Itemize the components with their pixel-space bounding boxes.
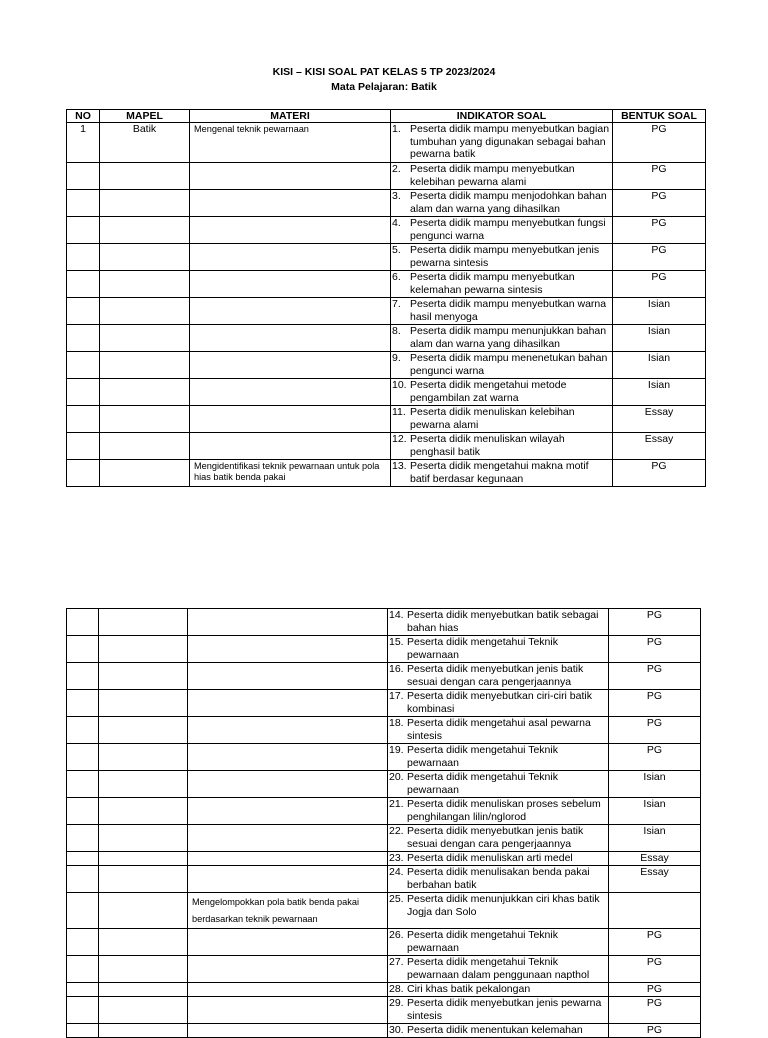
indikator-text: Peserta didik menentukan kelemahan bbox=[407, 1024, 583, 1036]
indikator-text: Peserta didik mengetahui Teknik pewarnaan dalam penggunaan napthol bbox=[407, 956, 590, 981]
indikator-text: Peserta didik mengetahui Teknik pewarnaan bbox=[407, 744, 558, 769]
cell-indikator bbox=[388, 997, 609, 1024]
cell-no bbox=[67, 244, 100, 271]
indikator-number: 23. bbox=[389, 852, 404, 864]
table-row bbox=[67, 352, 706, 379]
cell-bentuk-soal: PG bbox=[613, 460, 706, 487]
table-row bbox=[67, 271, 706, 298]
cell-bentuk-soal: Isian bbox=[609, 798, 701, 825]
table-row bbox=[67, 460, 706, 487]
indikator-number: 26. bbox=[389, 929, 404, 941]
cell-indikator bbox=[388, 956, 609, 983]
cell-no bbox=[67, 271, 100, 298]
cell-bentuk-soal: PG bbox=[613, 163, 706, 190]
indikator-text: Peserta didik menyebutkan jenis pewarna sintesis bbox=[407, 997, 602, 1022]
table-row bbox=[67, 298, 706, 325]
table-row bbox=[67, 163, 706, 190]
cell-indikator bbox=[391, 190, 613, 217]
cell-bentuk-soal: PG bbox=[613, 244, 706, 271]
cell-no bbox=[67, 163, 100, 190]
cell-mapel bbox=[99, 771, 188, 798]
cell-no bbox=[67, 379, 100, 406]
cell-indikator bbox=[388, 798, 609, 825]
cell-no bbox=[67, 298, 100, 325]
cell-materi bbox=[190, 352, 391, 379]
cell-mapel bbox=[99, 983, 188, 997]
cell-materi bbox=[190, 271, 391, 298]
cell-indikator bbox=[388, 825, 609, 852]
indikator-text: Peserta didik mampu menyebutkan bagian tumbuhan yang digunakan sebagai bahan pewarna batik bbox=[410, 123, 610, 160]
cell-mapel bbox=[100, 244, 190, 271]
cell-bentuk-soal: PG bbox=[609, 609, 701, 636]
table-row bbox=[67, 717, 701, 744]
indikator-text: Peserta didik menuliskan arti medel bbox=[407, 852, 573, 864]
cell-indikator bbox=[391, 433, 613, 460]
cell-bentuk-soal: PG bbox=[613, 217, 706, 244]
cell-no bbox=[67, 929, 99, 956]
cell-bentuk-soal: PG bbox=[609, 690, 701, 717]
cell-bentuk-soal: PG bbox=[609, 1024, 701, 1038]
table-row bbox=[67, 852, 701, 866]
cell-no bbox=[67, 798, 99, 825]
cell-bentuk-soal: Isian bbox=[613, 352, 706, 379]
indikator-number: 27. bbox=[389, 956, 404, 968]
cell-indikator bbox=[388, 852, 609, 866]
indikator-text: Peserta didik menunjukkan ciri khas batik Jogja dan Solo bbox=[407, 893, 600, 918]
cell-materi bbox=[188, 997, 388, 1024]
cell-no bbox=[67, 460, 100, 487]
cell-materi bbox=[188, 690, 388, 717]
document-subtitle: Mata Pelajaran: Batik bbox=[331, 81, 437, 93]
cell-indikator bbox=[391, 123, 613, 163]
indikator-number: 5. bbox=[392, 244, 401, 256]
cell-bentuk-soal: Isian bbox=[609, 825, 701, 852]
cell-no bbox=[67, 433, 100, 460]
indikator-text: Peserta didik menuliskan proses sebelum penghilangan lilin/nglorod bbox=[407, 798, 601, 823]
cell-bentuk-soal: PG bbox=[609, 997, 701, 1024]
cell-indikator bbox=[388, 690, 609, 717]
indikator-number: 18. bbox=[389, 717, 404, 729]
cell-no bbox=[67, 717, 99, 744]
cell-materi bbox=[190, 217, 391, 244]
indikator-text: Peserta didik mengetahui makna motif batif berdasar kegunaan bbox=[410, 460, 589, 485]
cell-no bbox=[67, 663, 99, 690]
cell-no bbox=[67, 997, 99, 1024]
indikator-text: Peserta didik mampu menunjukkan bahan alam dan warna yang dihasilkan bbox=[410, 325, 607, 350]
indikator-text: Peserta didik mengetahui Teknik pewarnaan bbox=[407, 929, 558, 954]
header-bentuk: BENTUK SOAL bbox=[613, 110, 706, 123]
header-no: NO bbox=[67, 110, 100, 123]
cell-bentuk-soal: PG bbox=[609, 744, 701, 771]
indikator-number: 17. bbox=[389, 690, 404, 702]
cell-indikator bbox=[388, 929, 609, 956]
cell-bentuk-soal: Essay bbox=[609, 866, 701, 893]
indikator-text: Peserta didik mampu menyebutkan jenis pewarna sintesis bbox=[410, 244, 600, 269]
cell-indikator bbox=[388, 717, 609, 744]
cell-bentuk-soal: PG bbox=[609, 636, 701, 663]
cell-indikator bbox=[391, 217, 613, 244]
cell-no bbox=[67, 825, 99, 852]
indikator-number: 28. bbox=[389, 983, 404, 995]
indikator-number: 14. bbox=[389, 609, 404, 621]
kisi-table-page2 bbox=[66, 608, 701, 1038]
indikator-text: Peserta didik menyebutkan batik sebagai bahan hias bbox=[407, 609, 599, 634]
cell-bentuk-soal bbox=[609, 893, 701, 929]
cell-materi bbox=[188, 866, 388, 893]
table-row bbox=[67, 690, 701, 717]
indikator-number: 3. bbox=[392, 190, 401, 202]
cell-bentuk-soal: Isian bbox=[609, 771, 701, 798]
cell-materi bbox=[190, 190, 391, 217]
cell-mapel bbox=[100, 352, 190, 379]
cell-bentuk-soal: Isian bbox=[613, 298, 706, 325]
cell-bentuk-soal: Essay bbox=[613, 406, 706, 433]
indikator-number: 13. bbox=[392, 460, 407, 472]
header-mapel: MAPEL bbox=[100, 110, 190, 123]
indikator-number: 24. bbox=[389, 866, 404, 878]
cell-mapel bbox=[99, 866, 188, 893]
table-row bbox=[67, 379, 706, 406]
indikator-text: Peserta didik menyebutkan jenis batik sesuai dengan cara pengerjaannya bbox=[407, 825, 584, 850]
cell-mapel bbox=[99, 663, 188, 690]
header-materi: MATERI bbox=[190, 110, 391, 123]
cell-materi: Mengelompokkan pola batik benda pakai berdasarkan teknik pewarnaan bbox=[188, 893, 388, 929]
indikator-text: Peserta didik menulisakan benda pakai berbahan batik bbox=[407, 866, 590, 891]
cell-no bbox=[67, 190, 100, 217]
indikator-text: Peserta didik mengetahui asal pewarna sintesis bbox=[407, 717, 591, 742]
indikator-text: Peserta didik mampu menyebutkan kelebihan pewarna alami bbox=[410, 163, 575, 188]
cell-materi: Mengenal teknik pewarnaan bbox=[190, 123, 391, 163]
cell-no bbox=[67, 325, 100, 352]
cell-mapel bbox=[99, 997, 188, 1024]
indikator-number: 6. bbox=[392, 271, 401, 283]
table-row bbox=[67, 663, 701, 690]
cell-indikator bbox=[388, 983, 609, 997]
cell-bentuk-soal: PG bbox=[609, 983, 701, 997]
cell-bentuk-soal: PG bbox=[609, 663, 701, 690]
table-row bbox=[67, 636, 701, 663]
cell-materi bbox=[190, 379, 391, 406]
cell-indikator bbox=[391, 460, 613, 487]
cell-no bbox=[67, 1024, 99, 1038]
cell-materi bbox=[190, 433, 391, 460]
cell-bentuk-soal: Isian bbox=[613, 325, 706, 352]
indikator-number: 2. bbox=[392, 163, 401, 175]
cell-bentuk-soal: Essay bbox=[609, 852, 701, 866]
indikator-number: 22. bbox=[389, 825, 404, 837]
cell-mapel: Batik bbox=[100, 123, 190, 163]
cell-indikator bbox=[388, 771, 609, 798]
indikator-number: 4. bbox=[392, 217, 401, 229]
table-row bbox=[67, 325, 706, 352]
indikator-number: 10. bbox=[392, 379, 407, 391]
indikator-text: Peserta didik mampu menyebutkan warna hasil menyoga bbox=[410, 298, 607, 323]
cell-indikator bbox=[388, 636, 609, 663]
table-row bbox=[67, 983, 701, 997]
cell-indikator bbox=[388, 866, 609, 893]
cell-no bbox=[67, 866, 99, 893]
indikator-text: Peserta didik mengetahui Teknik pewarnaan bbox=[407, 636, 558, 661]
table-row bbox=[67, 1024, 701, 1038]
table-row bbox=[67, 744, 701, 771]
cell-materi bbox=[188, 609, 388, 636]
indikator-text: Peserta didik menuliskan wilayah penghasil batik bbox=[410, 433, 565, 458]
cell-mapel bbox=[99, 852, 188, 866]
cell-indikator bbox=[391, 271, 613, 298]
cell-no bbox=[67, 983, 99, 997]
cell-indikator bbox=[391, 379, 613, 406]
table-row bbox=[67, 893, 701, 929]
cell-materi bbox=[190, 406, 391, 433]
cell-bentuk-soal: PG bbox=[609, 956, 701, 983]
cell-materi bbox=[188, 1024, 388, 1038]
table-row bbox=[67, 771, 701, 798]
cell-materi bbox=[188, 744, 388, 771]
table-row bbox=[67, 997, 701, 1024]
cell-no bbox=[67, 636, 99, 663]
cell-mapel bbox=[99, 798, 188, 825]
cell-materi bbox=[190, 325, 391, 352]
cell-mapel bbox=[100, 406, 190, 433]
indikator-number: 25. bbox=[389, 893, 404, 905]
cell-mapel bbox=[99, 717, 188, 744]
cell-mapel bbox=[100, 271, 190, 298]
table-row bbox=[67, 244, 706, 271]
cell-no bbox=[67, 744, 99, 771]
cell-mapel bbox=[99, 825, 188, 852]
table-row bbox=[67, 123, 706, 163]
cell-materi bbox=[188, 771, 388, 798]
cell-materi bbox=[188, 852, 388, 866]
cell-materi bbox=[188, 956, 388, 983]
cell-materi bbox=[188, 798, 388, 825]
cell-no bbox=[67, 893, 99, 929]
cell-materi bbox=[188, 717, 388, 744]
cell-materi bbox=[190, 163, 391, 190]
cell-bentuk-soal: Isian bbox=[613, 379, 706, 406]
cell-indikator bbox=[391, 406, 613, 433]
table-row bbox=[67, 217, 706, 244]
cell-materi bbox=[188, 825, 388, 852]
cell-indikator bbox=[388, 744, 609, 771]
cell-indikator bbox=[388, 609, 609, 636]
table-row bbox=[67, 798, 701, 825]
cell-mapel bbox=[99, 609, 188, 636]
cell-materi bbox=[190, 298, 391, 325]
cell-mapel bbox=[99, 956, 188, 983]
indikator-number: 1. bbox=[392, 123, 401, 135]
cell-no bbox=[67, 690, 99, 717]
table-header-row bbox=[67, 110, 706, 123]
indikator-text: Peserta didik mampu menyebutkan kelemahan pewarna sintesis bbox=[410, 271, 575, 296]
cell-bentuk-soal: PG bbox=[609, 929, 701, 956]
cell-materi: Mengidentifikasi teknik pewarnaan untuk pola hias batik benda pakai bbox=[190, 460, 391, 487]
cell-mapel bbox=[100, 433, 190, 460]
cell-mapel bbox=[100, 325, 190, 352]
cell-mapel bbox=[99, 690, 188, 717]
cell-indikator bbox=[391, 244, 613, 271]
cell-mapel bbox=[99, 744, 188, 771]
cell-no bbox=[67, 852, 99, 866]
cell-bentuk-soal: PG bbox=[613, 271, 706, 298]
cell-mapel bbox=[100, 298, 190, 325]
cell-mapel bbox=[99, 929, 188, 956]
cell-no bbox=[67, 352, 100, 379]
cell-materi bbox=[188, 929, 388, 956]
cell-materi bbox=[188, 663, 388, 690]
table-row bbox=[67, 929, 701, 956]
cell-bentuk-soal: PG bbox=[609, 717, 701, 744]
cell-indikator bbox=[391, 163, 613, 190]
cell-materi bbox=[188, 983, 388, 997]
indikator-number: 9. bbox=[392, 352, 401, 364]
indikator-number: 19. bbox=[389, 744, 404, 756]
document-title: KISI – KISI SOAL PAT KELAS 5 TP 2023/2024 bbox=[272, 66, 496, 78]
cell-no: 1 bbox=[67, 123, 100, 163]
indikator-text: Peserta didik mengetahui metode pengambilan zat warna bbox=[410, 379, 567, 404]
cell-no bbox=[67, 609, 99, 636]
cell-bentuk-soal: PG bbox=[613, 190, 706, 217]
indikator-number: 12. bbox=[392, 433, 407, 445]
indikator-number: 29. bbox=[389, 997, 404, 1009]
table-row bbox=[67, 866, 701, 893]
indikator-text: Peserta didik mengetahui Teknik pewarnaan bbox=[407, 771, 558, 796]
cell-mapel bbox=[100, 379, 190, 406]
table-row bbox=[67, 406, 706, 433]
indikator-number: 7. bbox=[392, 298, 401, 310]
table-row bbox=[67, 609, 701, 636]
indikator-number: 30. bbox=[389, 1024, 404, 1036]
cell-no bbox=[67, 956, 99, 983]
indikator-text: Peserta didik menyebutkan ciri-ciri batik kombinasi bbox=[407, 690, 592, 715]
table-row bbox=[67, 433, 706, 460]
indikator-text: Peserta didik mampu menenetukan bahan pengunci warna bbox=[410, 352, 608, 377]
cell-indikator bbox=[388, 663, 609, 690]
table-row bbox=[67, 956, 701, 983]
indikator-text: Peserta didik menuliskan kelebihan pewarna alami bbox=[410, 406, 575, 431]
cell-indikator bbox=[391, 352, 613, 379]
table-row bbox=[67, 825, 701, 852]
kisi-table-page1 bbox=[66, 109, 706, 487]
cell-mapel bbox=[99, 1024, 188, 1038]
indikator-number: 11. bbox=[392, 406, 406, 418]
cell-mapel bbox=[100, 190, 190, 217]
indikator-text: Ciri khas batik pekalongan bbox=[407, 983, 531, 995]
header-indikator: INDIKATOR SOAL bbox=[391, 110, 613, 123]
cell-no bbox=[67, 406, 100, 433]
cell-indikator bbox=[391, 325, 613, 352]
cell-materi bbox=[190, 244, 391, 271]
cell-bentuk-soal: PG bbox=[613, 123, 706, 163]
cell-mapel bbox=[100, 460, 190, 487]
cell-indikator bbox=[388, 1024, 609, 1038]
indikator-text: Peserta didik mampu menjodohkan bahan alam dan warna yang dihasilkan bbox=[410, 190, 607, 215]
cell-mapel bbox=[99, 893, 188, 929]
cell-no bbox=[67, 771, 99, 798]
cell-mapel bbox=[99, 636, 188, 663]
cell-indikator bbox=[388, 893, 609, 929]
indikator-number: 8. bbox=[392, 325, 401, 337]
cell-mapel bbox=[100, 217, 190, 244]
indikator-number: 20. bbox=[389, 771, 404, 783]
cell-materi bbox=[188, 636, 388, 663]
table-row bbox=[67, 190, 706, 217]
cell-bentuk-soal: Essay bbox=[613, 433, 706, 460]
cell-mapel bbox=[100, 163, 190, 190]
cell-no bbox=[67, 217, 100, 244]
indikator-number: 21. bbox=[389, 798, 404, 810]
indikator-number: 16. bbox=[389, 663, 404, 675]
indikator-number: 15. bbox=[389, 636, 404, 648]
cell-indikator bbox=[391, 298, 613, 325]
indikator-text: Peserta didik menyebutkan jenis batik sesuai dengan cara pengerjaannya bbox=[407, 663, 584, 688]
indikator-text: Peserta didik mampu menyebutkan fungsi pengunci warna bbox=[410, 217, 606, 242]
